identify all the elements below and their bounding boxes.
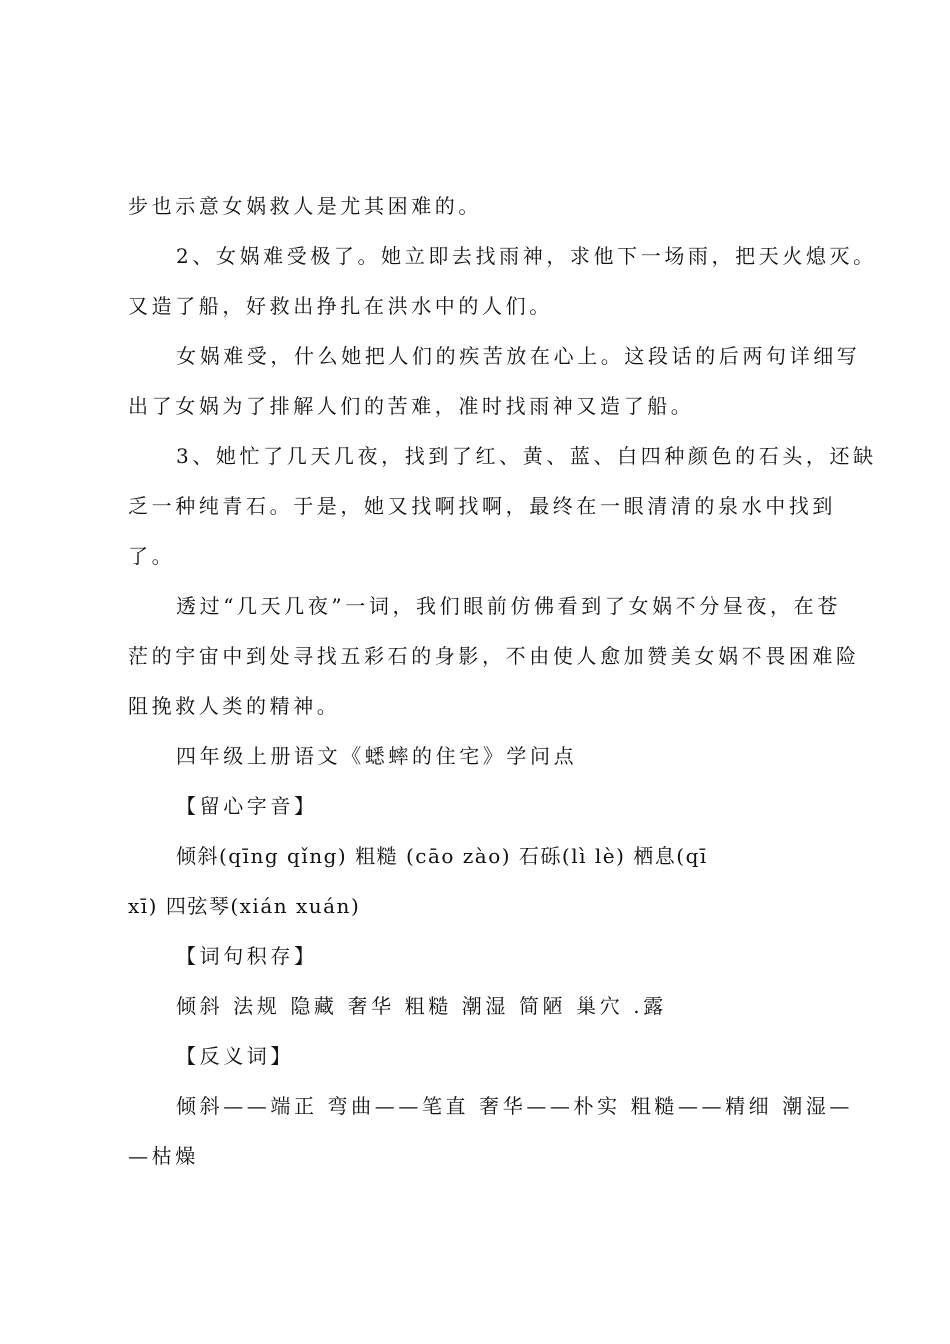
text-line-9: 透过“几天几夜”一词，我们眼前仿佛看到了女娲不分昼夜，在苍 <box>176 594 841 618</box>
pronunciation-line-1: 倾斜(qīng qǐng) 粗糙 (cāo zào) 石砾(lì lè) 栖息(qī <box>176 844 708 868</box>
text-line-8: 了。 <box>128 544 176 568</box>
vocabulary-list: 倾斜 法规 隐藏 奢华 粗糙 潮湿 简陋 巢穴 .露 <box>176 994 667 1018</box>
antonyms-line-1: 倾斜——端正 弯曲——笔直 奢华——朴实 粗糙——精细 潮湿— <box>176 1094 854 1118</box>
text-line-5: 出了女娲为了排解人们的苦难，准时找雨神又造了船。 <box>128 394 695 418</box>
antonyms-line-2: —枯燥 <box>128 1144 199 1168</box>
text-line-6: 3、她忙了几天几夜，找到了红、黄、蓝、白四种颜色的石头，还缺 <box>176 444 877 468</box>
text-line-4: 女娲难受，什么她把人们的疾苦放在心上。这段话的后两句详细写 <box>176 344 861 368</box>
subheading-pronunciation: 【留心字音】 <box>176 794 318 818</box>
text-line-10: 茫的宇宙中到处寻找五彩石的身影，不由使人愈加赞美女娲不畏困难险 <box>128 644 860 668</box>
text-line-7: 乏一种纯青石。于是，她又找啊找啊，最终在一眼清清的泉水中找到 <box>128 494 836 518</box>
text-line-1: 步也示意女娲救人是尤其困难的。 <box>128 194 482 218</box>
subheading-antonyms: 【反义词】 <box>176 1044 294 1068</box>
subheading-vocabulary: 【词句积存】 <box>176 944 318 968</box>
text-line-2: 2、女娲难受极了。她立即去找雨神，求他下一场雨，把天火熄灭。 <box>176 244 877 268</box>
text-line-11: 阻挽救人类的精神。 <box>128 694 341 718</box>
section-heading: 四年级上册语文《蟋蟀的住宅》学问点 <box>176 744 578 768</box>
pronunciation-line-2: xī) 四弦琴(xián xuán) <box>128 894 361 918</box>
text-line-3: 又造了船，好救出挣扎在洪水中的人们。 <box>128 294 553 318</box>
